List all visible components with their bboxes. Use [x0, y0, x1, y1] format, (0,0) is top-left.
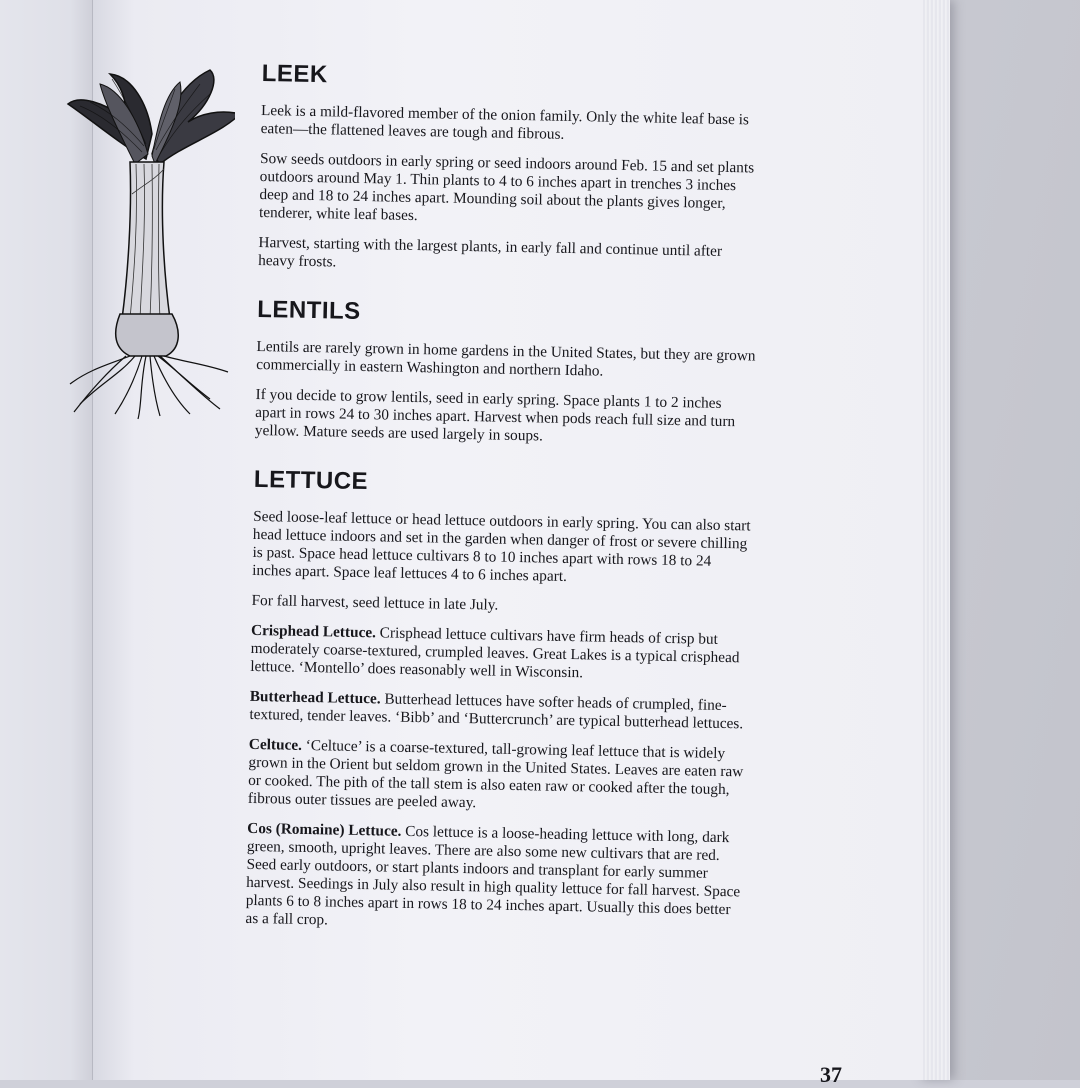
paragraph: If you decide to grow lentils, seed in early spring. Space plants 1 to 2 inches apart in rows 24 to 30 inches apart. Harvest when pods reach full size and turn yellow. Mature seeds are used largely in soups.	[254, 385, 736, 445]
lettuce-section	[245, 466, 754, 938]
entry-term: Butterhead Lettuce.	[249, 687, 381, 708]
page-content	[245, 60, 762, 963]
lentils-section	[255, 296, 758, 450]
lettuce-entry-celtuce	[248, 736, 749, 818]
paragraph: Seed loose-leaf lettuce or head lettuce outdoors in early spring. You can also start head lettuce indoors and set in the garden when danger of frost or severe chilling is past. Space head lettuce cultivars 8 to 10 inches apart with rows 18 to 24 inches apart. Space leaf lettuces 4 to 6 inches apart.	[252, 507, 751, 585]
paragraph: Leek is a mild-flavored member of the onion family. Only the white leaf base is eaten—the flattened leaves are tough and fibrous.	[260, 101, 750, 143]
lettuce-entry-cos	[245, 820, 747, 938]
section-heading: LEEK	[261, 60, 329, 89]
lettuce-entry-butterhead	[249, 688, 750, 734]
entry-text: Crisphead lettuce cultivars have firm heads of crisp but moderately coarse-textured, crumpled leaves. Great Lakes is a typical crisphead lettuce. ‘Montello’ does reasonably well in Wisconsin.	[250, 624, 740, 682]
page-number: 37	[820, 1062, 842, 1087]
entry-text: ‘Celtuce’ is a coarse-textured, tall-growing leaf lettuce that is widely grown in the Orient but seldom grown in the United States. Leaves are eaten raw or cooked. The pith of the tall stem is also eaten raw or cooked after the tough, fibrous outer tissues are peeled away.	[247, 736, 744, 812]
leek-illustration	[60, 64, 235, 424]
entry-term: Celtuce.	[248, 735, 303, 754]
entry-text: Cos lettuce is a loose-heading lettuce with long, dark green, smooth, upright leaves. There are also some new cultivars that are red. Seed early outdoors, or start plants indoors and transplant for early summer harvest. Seedings in July also result in high quality lettuce for fall harvest. Space plants 6 to 8 inches apart in rows 18 to 24 inches apart. Usually this does better as a fall crop.	[245, 822, 741, 929]
lettuce-entry-crisphead	[250, 622, 751, 686]
paragraph: Harvest, starting with the largest plants, in early fall and continue until after heavy frosts.	[257, 233, 723, 271]
section-heading: LENTILS	[256, 295, 361, 325]
leek-section	[258, 60, 762, 280]
entry-term: Cos (Romaine) Lettuce.	[247, 819, 402, 840]
section-heading: LETTUCE	[253, 465, 369, 496]
paragraph: Sow seeds outdoors in early spring or seed indoors around Feb. 15 and set plants outdoors around May 1. Thin plants to 4 to 6 inches apart in trenches 3 inches deep and 18 to 24 inches apart. Mounding soil about the plants gives longer, tenderer, white leaf bases.	[258, 149, 755, 225]
entry-text: Butterhead lettuces have softer heads of crumpled, fine-textured, tender leaves. ‘Bibb’ and ‘Buttercrunch’ are typical butterhead lettuces.	[249, 690, 744, 733]
entry-term: Crisphead Lettuce.	[250, 621, 377, 642]
paragraph: Lentils are rarely grown in home gardens in the United States, but they are grown commercially in eastern Washington and northern Idaho.	[255, 337, 756, 380]
paragraph: For fall harvest, seed lettuce in late July.	[251, 591, 499, 614]
